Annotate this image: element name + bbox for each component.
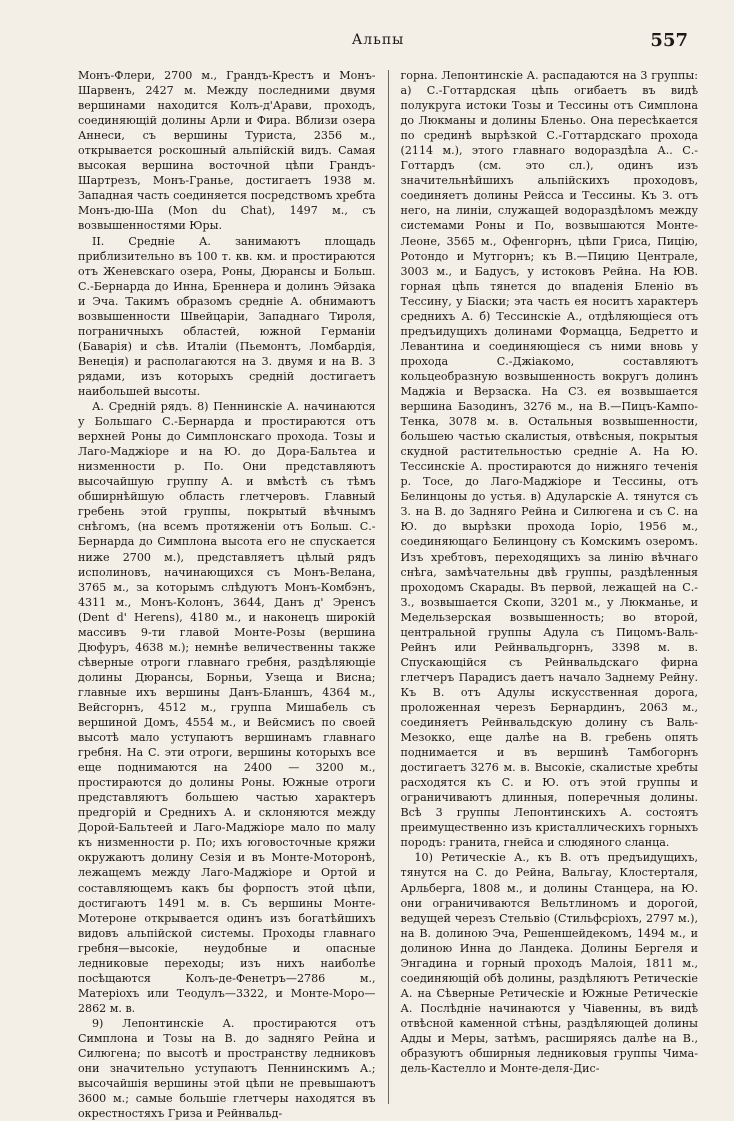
paragraph: Монъ-Флери, 2700 м., Грандъ-Крестъ и Монъ-Шарвенъ, 2427 м. Между последними двумя вершинами находится Колъ-д'Арави, проходъ, соединяющій долины Арли и Фира. Вблизи озера Аннеси, съ вершины Туриста, 2356 м., открывается роскошный альпійскій видъ. Самая высокая вершина восточной цѣпи Грандъ-Шартрезъ, Монъ-Гранье, достигаетъ 1938 м. Западная часть соединяется посредствомъ хребта Монъ-дю-Ша (Mon du Chat), 1497 м., съ возвышенностями Юры. bbox=[78, 69, 376, 233]
running-head bbox=[78, 30, 688, 52]
paragraph: II. Средніе А. занимаютъ площадь приблизительно въ 100 т. кв. км. и простираются отъ Женевскаго озера, Роны, Дюрансы и Больш. С.-Бернарда до Инна, Бреннера и долинъ Эйзака и Эча. Такимъ образомъ средніе А. обнимаютъ возвышенности Швейцаріи, Западнаго Тироля, пограничныхъ областей, южной Германіи (Баварія) и сѣв. Италіи (Пьемонтъ, Ломбардія, Венеція) и располагаются на 3. двумя и на В. 3 рядами, изъ которыхъ средній достигаетъ наибольшей высоты. bbox=[78, 234, 376, 398]
text-columns bbox=[78, 68, 699, 1121]
column-divider bbox=[388, 70, 389, 1104]
paragraph: горна. Лепонтинскіе А. распадаются на 3 группы: а) С.-Готтардская цѣпь огибаетъ въ видѣ полукруга истоки Тозы и Тессины отъ Симплона до Люкманы и долины Бленьо. Она пересѣкается по срединѣ вырѣзкой С.-Готтардскаго прохода (2114 м.), этого главнаго водораздѣла А.. С.-Готтардъ (см. это сл.), одинъ изъ значительнѣйшихъ альпійскихъ проходовъ, соединяетъ долины Рейсса и Тессины. Къ З. отъ него, на линіи, служащей водораздѣломъ между системами Роны и По, возвышаются Монте-Леоне, 3565 м., Офенгорнъ, цѣпи Гриса, Пицію, Ротондо и Мутгорнъ; къ В.—Пицию Централе, 3003 м., и Бадусъ, у истоковъ Рейна. На ЮВ. горная цѣпь тянется до впаденія Бленіо въ Тессину, у Біаски; эта часть ея носитъ характеръ среднихъ А. б) Тессинскіе А., отдѣляющіеся отъ предъидущихъ долинами Формацца, Бедретто и Левантина и соединяющіеся съ ними вновь у прохода С.-Джіакомо, составляютъ кольцеобразную возвышенность вокругъ долинъ Маджіа и Верзаска. На СЗ. ея возвышается вершина Базодинъ, 3276 м., на В.—Пицъ-Кампо-Тенка, 3078 м. в. Остальныя возвышенности, большею частью скалистыя, отвѣсныя, покрытыя скудной растительностью средніе А. На Ю. Тессинскіе А. простираются до нижняго теченія р. Тосе, до Лаго-Маджіоре и Тессины, отъ Белинцоны до устья. в) Адуларскіе А. тянутся съ З. на В. до Задняго Рейна и Силюгена и съ С. на Ю. до вырѣзки прохода Іоріо, 1956 м., соединяющаго Белинцону съ Комскимъ озеромъ. Изъ хребтовъ, переходящихъ за линію вѣчнаго снѣга, замѣчательны двѣ группы, раздѣленныя проходомъ Скарады. Въ первой, лежащей на С.-З., возвышается Скопи, 3201 м., у Люкманье, и Медельзерская возвышенность; во второй, центральной группы Адула съ Пицомъ-Валь-Рейнъ или Рейнвальдгорнъ, 3398 м. в. Спускающійся съ Рейнвальдскаго фирна глетчеръ Парадисъ даетъ начало Заднему Рейну. Къ В. отъ Адулы искусственная дорога, проложенная черезъ Бернардинъ, 2063 м., соединяетъ Рейнвальдскую долину съ Валь-Мезокко, еще далѣе на В. гребень опять поднимается и въ вершинѣ Тамбогорнъ достигаетъ 3276 м. в. Высокіе, скалистые хребты расходятся къ С. и Ю. отъ этой группы и ограничиваютъ длинныя, поперечныя долины. Всѣ 3 группы Лепонтинскихъ А. состоятъ преимущественно изъ кристаллическихъ горныхъ породъ: гранита, гнейса и слюдяного сланца. bbox=[400, 69, 699, 850]
page-number: 557 bbox=[650, 30, 688, 51]
paragraph: 9) Лепонтинскіе А. простираются отъ Симплона и Тозы на В. до задняго Рейна и Силюгена; по высотѣ и пространству ледниковъ они значительно уступаютъ Пеннинскимъ А.; высочайшія вершины этой цѣпи не превышаютъ 3600 м.; самые большіе глетчеры находятся въ окрестностяхъ Гриза и Рейнвальд- bbox=[78, 1016, 376, 1121]
running-title: Альпы bbox=[351, 32, 405, 48]
left-column bbox=[78, 68, 376, 1121]
paragraph: 10) Ретическіе А., къ В. отъ предъидущихъ, тянутся на С. до Рейна, Вальгау, Клостерталя, Арльберга, 1808 м., и долины Станцера, на Ю. они ограничиваются Вельтлиномъ и дорогой, ведущей черезъ Стельвіо (Стильфсріохъ, 2797 м.), на В. долиною Эча, Решеншейдекомъ, 1494 м., и долиною Инна до Ландека. Долины Бергеля и Энгадина и горный проходъ Малоія, 1811 м., соединяющій обѣ долины, раздѣляютъ Ретическіе А. на Сѣверные Ретическіе и Южные Ретическіе А. Послѣдніе начинаются у Чіавенны, въ видѣ отвѣсной каменной стѣны, раздѣляющей долины Адды и Меры, затѣмъ, расширяясь далѣе на В., образуютъ обширныя ледниковыя группы Чима-дель-Кастелло и Монте-деля-Дис- bbox=[400, 851, 699, 1076]
paragraph: А. Средній рядъ. 8) Пеннинскіе А. начинаются у Большаго С.-Бернарда и простираются отъ верхней Роны до Симплонскаго прохода. Тозы и Лаго-Маджіоре и на Ю. до Дора-Бальтеа и низменности р. По. Они представляютъ высочайшую группу А. и вмѣстѣ съ тѣмъ обширнѣйшую область глетчеровъ. Главный гребень этой группы, покрытый вѣчнымъ снѣгомъ, (на всемъ протяженіи отъ Больш. С.-Бернарда до Симплона высота его не спускается ниже 2700 м.), представляетъ цѣлый рядъ исполиновъ, начинающихся съ Монъ-Велана, 3765 м., за которымъ слѣдуютъ Монъ-Комбэнъ, 4311 м., Монъ-Колонъ, 3644, Данъ д' Эренсъ (Dent d' Herens), 4180 м., и наконецъ широкій массивъ 9-ти главой Монте-Розы (вершина Дюфуръ, 4638 м.); немнѣе величественны также сѣверные отроги главнаго гребня, раздѣляющіе долины Дюрансы, Борньи, Узеща и Висна; главные ихъ вершины Данъ-Бланшъ, 4364 м., Вейсгорнъ, 4512 м., группа Мишабель съ вершиной Домъ, 4554 м., и Вейсмисъ по своей высотѣ мало уступаютъ вершинамъ главнаго гребня. На С. эти отроги, вершины которыхъ все еще поднимаются на 2400 — 3200 м., простираются до долины Роны. Южные отроги представляютъ большею частью характеръ предгорій и Среднихъ А. и склоняются между Дорой-Бальтеей и Лаго-Маджіоре мало по малу къ низменности р. По; ихъ юговосточные кряжи окружаютъ долину Сезія и въ Монте-Моторонѣ, лежащемъ между Лаго-Маджіоре и Ортой и составляющемъ какъ бы форпостъ этой цѣпи, достигаютъ 1491 м. в. Съ вершины Монте-Мотероне открывается одинъ изъ богатѣйшихъ видовъ альпійской системы. Проходы главнаго гребня—высокіе, неудобные и опасные ледниковые переходы; изъ нихъ наиболѣе посѣщаются Колъ-де-Фенетръ—2786 м., Матеріохъ или Теодулъ—3322, и Монте-Моро—2862 м. в. bbox=[78, 400, 376, 1015]
right-column bbox=[401, 68, 699, 1104]
